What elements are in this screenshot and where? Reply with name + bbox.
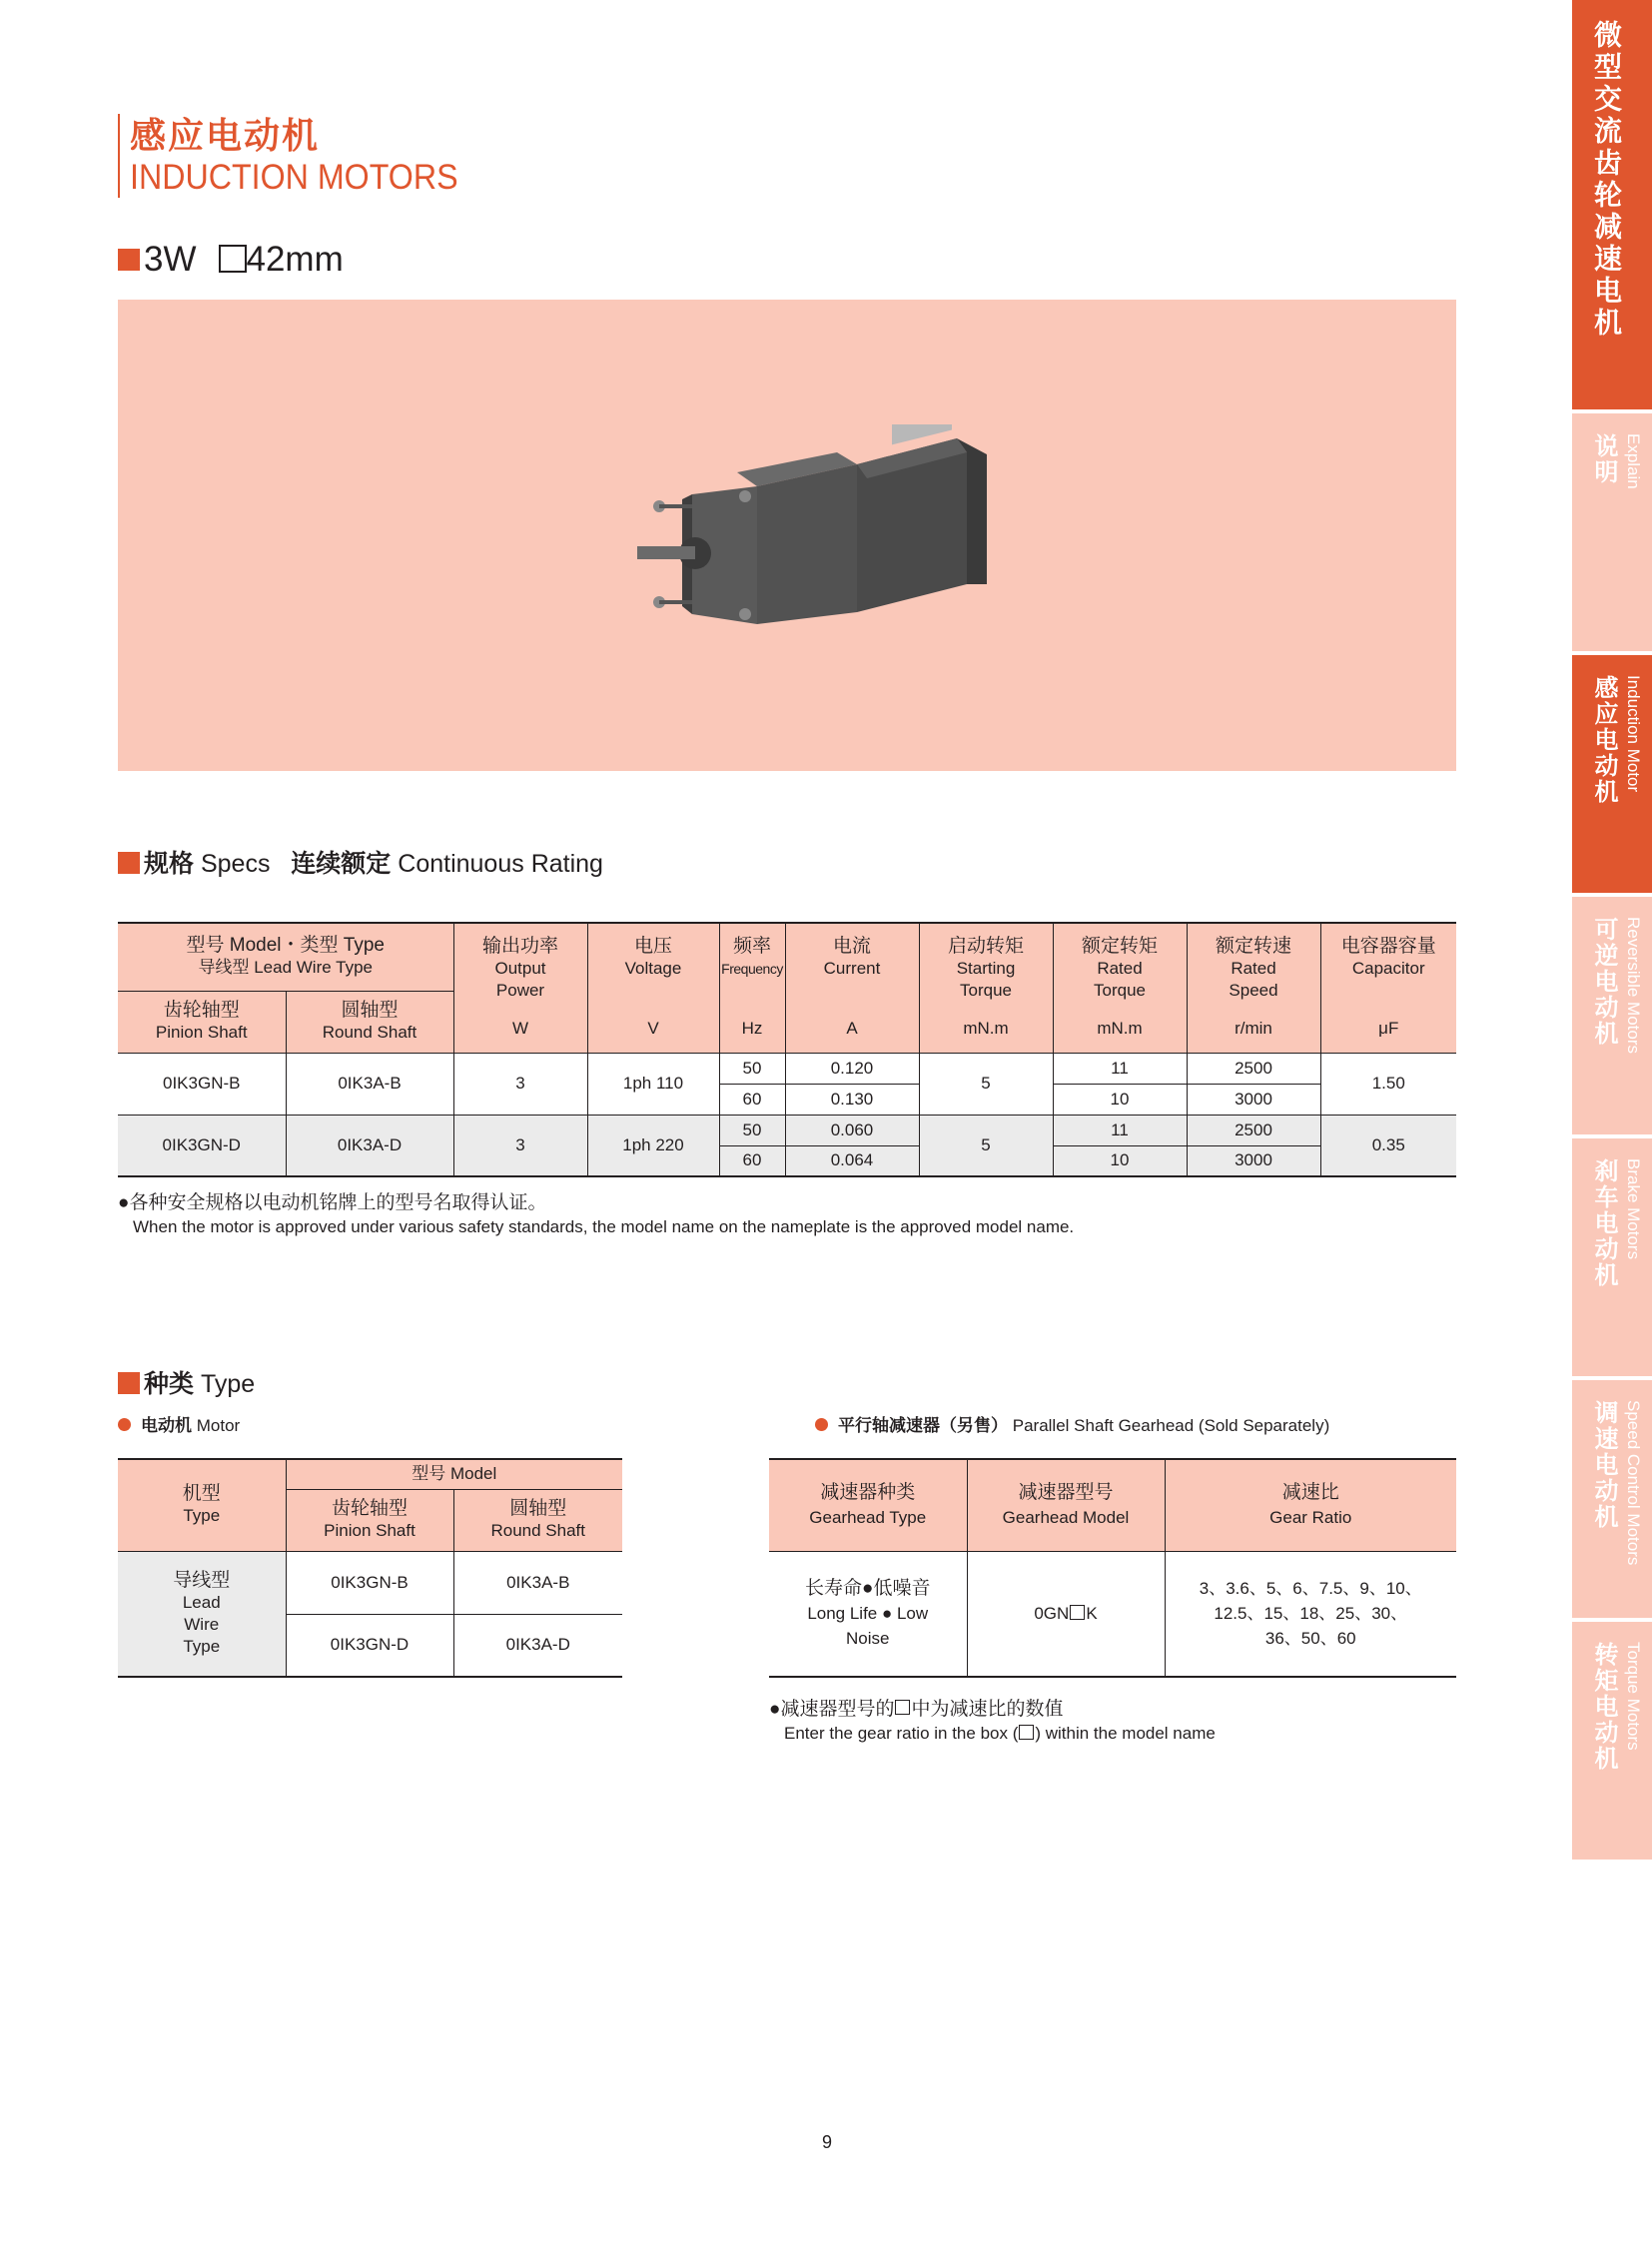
type-heading-zh: 种类 bbox=[144, 1370, 195, 1398]
current-cell: 0.130 bbox=[785, 1084, 919, 1115]
cell-text: 长寿命●低噪音 bbox=[805, 1578, 931, 1600]
model-prefix: 0GN bbox=[1034, 1604, 1070, 1624]
cell-text: 导线型 bbox=[173, 1569, 231, 1591]
current-cell: 0.060 bbox=[785, 1115, 919, 1145]
round-model-cell: 0IK3A-B bbox=[453, 1551, 622, 1614]
header-cell: Current bbox=[823, 959, 881, 979]
specs-heading bbox=[118, 847, 603, 881]
rated-speed-cell: 2500 bbox=[1187, 1053, 1320, 1084]
header-cell: W bbox=[511, 1019, 529, 1039]
header-cell: 额定转矩 bbox=[1081, 936, 1158, 958]
round-shaft-header bbox=[286, 991, 453, 1053]
side-tab-label: 刹车电动机 bbox=[1590, 1158, 1617, 1288]
header-cell: Torque bbox=[960, 981, 1012, 1001]
gearhead-type-cell bbox=[769, 1551, 967, 1677]
rated-torque-cell: 11 bbox=[1053, 1053, 1187, 1084]
side-tab-speed-control-motors[interactable] bbox=[1572, 1380, 1652, 1618]
table-row bbox=[118, 1551, 622, 1614]
pinion-shaft-header bbox=[286, 1489, 453, 1551]
round-model-cell: 0IK3A-D bbox=[453, 1614, 622, 1677]
current-cell: 0.120 bbox=[785, 1053, 919, 1084]
voltage-cell: 1ph 110 bbox=[587, 1053, 719, 1115]
gearhead-model-cell bbox=[967, 1551, 1165, 1677]
header-cell: 额定转速 bbox=[1215, 936, 1291, 958]
product-photo bbox=[118, 300, 1456, 771]
table-row bbox=[769, 1551, 1456, 1677]
dot-bullet-icon bbox=[815, 1418, 828, 1431]
header-cell: Gearhead Type bbox=[809, 1508, 927, 1528]
specs-note-zh: ●各种安全规格以电动机铭牌上的型号名取得认证。 bbox=[118, 1192, 547, 1213]
side-tab-brake-motors[interactable] bbox=[1572, 1138, 1652, 1376]
header-cell: 输出功率 bbox=[481, 936, 558, 958]
specs-note bbox=[118, 1191, 1074, 1239]
pinion-model-cell: 0IK3GN-B bbox=[286, 1551, 453, 1614]
cell-text: Wire bbox=[184, 1614, 220, 1634]
model-subtitle bbox=[118, 238, 344, 282]
rating-heading-zh: 连续额定 bbox=[291, 850, 392, 878]
cell-text: 36、50、60 bbox=[1264, 1629, 1356, 1649]
rated-speed-header bbox=[1187, 923, 1320, 1053]
side-tab-label: 调速电动机 bbox=[1590, 1400, 1617, 1530]
cell-text: Noise bbox=[846, 1629, 890, 1649]
ratio-box-icon bbox=[1070, 1605, 1085, 1620]
rated-torque-cell: 11 bbox=[1053, 1115, 1187, 1145]
gear-note bbox=[769, 1698, 1216, 1746]
gear-section-zh: 平行轴减速器（另售） bbox=[838, 1416, 1008, 1435]
header-cell: 减速器种类 bbox=[820, 1482, 916, 1504]
header-cell: Starting bbox=[956, 959, 1016, 979]
side-tab-label: 可逆电动机 bbox=[1590, 917, 1617, 1047]
gearhead-type-header bbox=[769, 1459, 967, 1551]
header-cell: Round Shaft bbox=[490, 1521, 585, 1540]
header-cell: Output bbox=[494, 959, 546, 979]
motor-illustration bbox=[637, 424, 1057, 644]
cell-text: Long Life ● Low bbox=[807, 1604, 929, 1624]
header-cell: Round Shaft bbox=[322, 1023, 417, 1042]
cell-text: Type bbox=[183, 1636, 221, 1656]
power-cell: 3 bbox=[453, 1053, 587, 1115]
lead-wire-type-cell bbox=[118, 1551, 286, 1677]
motor-type-table bbox=[118, 1458, 622, 1678]
side-tab-label: 感应电动机 bbox=[1590, 675, 1617, 805]
model-header: 型号 Model bbox=[286, 1459, 622, 1489]
header-cell: Gearhead Model bbox=[1002, 1508, 1130, 1528]
frequency-cell: 60 bbox=[719, 1084, 785, 1115]
voltage-header bbox=[587, 923, 719, 1053]
header-cell: 导线型 Lead Wire Type bbox=[198, 958, 373, 978]
frame-size: 42mm bbox=[246, 240, 344, 279]
header-cell: Pinion Shaft bbox=[155, 1023, 248, 1042]
header-cell: Frequency bbox=[721, 961, 783, 978]
header-cell: 电压 bbox=[633, 936, 672, 958]
starting-torque-cell: 5 bbox=[919, 1053, 1053, 1115]
header-cell: 圆轴型 bbox=[341, 1000, 399, 1021]
model-type-header bbox=[118, 923, 453, 991]
header-cell: A bbox=[846, 1019, 858, 1039]
square-size-icon bbox=[219, 245, 247, 273]
side-tab-label: 转矩电动机 bbox=[1590, 1642, 1617, 1772]
frequency-header bbox=[719, 923, 785, 1053]
gear-note-en bbox=[769, 1722, 1216, 1746]
frequency-cell: 50 bbox=[719, 1115, 785, 1145]
header-cell: 型号 Model・类型 Type bbox=[186, 935, 385, 957]
round-model-cell: 0IK3A-B bbox=[286, 1053, 453, 1115]
title-en: INDUCTION MOTORS bbox=[130, 158, 458, 197]
pinion-model-cell: 0IK3GN-B bbox=[118, 1053, 286, 1115]
side-tab-label-en: Induction Motor bbox=[1624, 675, 1643, 793]
header-cell: Type bbox=[183, 1506, 221, 1526]
table-row bbox=[118, 1053, 1456, 1084]
header-cell: 减速比 bbox=[1281, 1482, 1339, 1504]
rated-speed-cell: 3000 bbox=[1187, 1145, 1320, 1176]
rated-speed-cell: 3000 bbox=[1187, 1084, 1320, 1115]
note-text: Enter the gear ratio in the box ( bbox=[784, 1724, 1019, 1743]
frequency-cell: 50 bbox=[719, 1053, 785, 1084]
header-cell: Gear Ratio bbox=[1269, 1508, 1352, 1528]
power-cell: 3 bbox=[453, 1115, 587, 1176]
capacitor-cell: 1.50 bbox=[1320, 1053, 1456, 1115]
current-cell: 0.064 bbox=[785, 1145, 919, 1176]
dot-bullet-icon bbox=[118, 1418, 131, 1431]
specs-heading-en: Specs bbox=[200, 850, 271, 878]
power-rating: 3W bbox=[144, 240, 197, 279]
voltage-cell: 1ph 220 bbox=[587, 1115, 719, 1176]
header-cell: 齿轮轴型 bbox=[163, 1000, 240, 1021]
side-tab-label: 说明 bbox=[1590, 433, 1617, 485]
header-cell: μF bbox=[1378, 1019, 1399, 1039]
header-cell: 圆轴型 bbox=[509, 1498, 567, 1519]
header-cell: 电容器容量 bbox=[1340, 936, 1436, 958]
gear-section-en: Parallel Shaft Gearhead (Sold Separately) bbox=[1012, 1416, 1330, 1435]
current-header bbox=[785, 923, 919, 1053]
side-tab-explain[interactable] bbox=[1572, 413, 1652, 651]
type-heading-en: Type bbox=[200, 1370, 256, 1398]
note-text: ) within the model name bbox=[1035, 1724, 1216, 1743]
pinion-shaft-header bbox=[118, 991, 286, 1053]
motor-section-zh: 电动机 bbox=[141, 1416, 192, 1435]
cell-text: Lead bbox=[182, 1592, 221, 1612]
side-tab-torque-motors[interactable] bbox=[1572, 1622, 1652, 1860]
round-model-cell: 0IK3A-D bbox=[286, 1115, 453, 1176]
side-tab-label: 微型交流齿轮减速电机 bbox=[1591, 20, 1622, 340]
capacitor-cell: 0.35 bbox=[1320, 1115, 1456, 1176]
header-cell: V bbox=[647, 1019, 659, 1039]
capacitor-header bbox=[1320, 923, 1456, 1053]
round-shaft-header bbox=[453, 1489, 622, 1551]
note-text: 中为减速比的数值 bbox=[911, 1699, 1064, 1720]
header-cell: mN.m bbox=[963, 1019, 1009, 1039]
gear-section-label bbox=[815, 1413, 1329, 1439]
table-row bbox=[118, 1115, 1456, 1145]
side-tab-label-en: Speed Control Motors bbox=[1624, 1400, 1643, 1566]
header-cell: 频率 bbox=[732, 936, 771, 958]
specs-note-en: When the motor is approved under various safety standards, the model name on the nameplate is the approved model name. bbox=[133, 1217, 1075, 1236]
header-cell: Hz bbox=[741, 1019, 763, 1039]
specs-heading-zh: 规格 bbox=[144, 850, 195, 878]
page-header bbox=[118, 114, 486, 198]
header-cell: Power bbox=[495, 981, 545, 1001]
specs-table bbox=[118, 922, 1456, 1177]
header-cell: mN.m bbox=[1097, 1019, 1143, 1039]
model-suffix: K bbox=[1086, 1604, 1098, 1624]
gearhead-table bbox=[769, 1458, 1456, 1678]
note-text: ●减速器型号的 bbox=[769, 1699, 895, 1720]
ratio-box-icon bbox=[1019, 1725, 1034, 1740]
side-tab-reversible-motors[interactable] bbox=[1572, 897, 1652, 1134]
type-header bbox=[118, 1459, 286, 1551]
rating-heading-en: Continuous Rating bbox=[398, 850, 603, 878]
header-cell: 电流 bbox=[832, 936, 871, 958]
header-cell: Pinion Shaft bbox=[324, 1521, 415, 1540]
header-cell: Speed bbox=[1229, 981, 1278, 1001]
cell-text: 3、3.6、5、6、7.5、9、10、 bbox=[1199, 1579, 1422, 1599]
motor-section-label bbox=[118, 1413, 240, 1439]
square-bullet-icon bbox=[118, 1372, 140, 1394]
header-cell: Rated bbox=[1097, 959, 1143, 979]
header-cell: Rated bbox=[1231, 959, 1276, 979]
motor-section-en: Motor bbox=[196, 1416, 241, 1435]
rated-torque-cell: 10 bbox=[1053, 1145, 1187, 1176]
pinion-model-cell: 0IK3GN-D bbox=[286, 1614, 453, 1677]
header-cell: Torque bbox=[1094, 981, 1146, 1001]
header-cell: 齿轮轴型 bbox=[331, 1498, 408, 1519]
starting-torque-header bbox=[919, 923, 1053, 1053]
side-tab-label-en: Torque Motors bbox=[1624, 1642, 1643, 1751]
frequency-cell: 60 bbox=[719, 1145, 785, 1176]
side-tab-label-en: Explain bbox=[1624, 433, 1643, 489]
starting-torque-cell: 5 bbox=[919, 1115, 1053, 1176]
gearhead-model-header bbox=[967, 1459, 1165, 1551]
gear-note-zh bbox=[769, 1698, 1216, 1722]
page-number: 9 bbox=[821, 2132, 832, 2152]
side-tab-label-en: Reversible Motors bbox=[1624, 917, 1643, 1054]
square-bullet-icon bbox=[118, 852, 140, 874]
square-bullet-icon bbox=[118, 249, 140, 271]
ratio-box-icon bbox=[895, 1700, 910, 1715]
side-tab-label-en: Brake Motors bbox=[1624, 1158, 1643, 1260]
gear-ratio-header bbox=[1165, 1459, 1456, 1551]
type-heading bbox=[118, 1367, 255, 1401]
header-cell: Voltage bbox=[624, 959, 682, 979]
header-cell: 启动转矩 bbox=[947, 936, 1024, 958]
gear-ratio-cell bbox=[1165, 1551, 1456, 1677]
rated-torque-header bbox=[1053, 923, 1187, 1053]
cell-text: 12.5、15、18、25、30、 bbox=[1214, 1604, 1408, 1624]
power-header bbox=[453, 923, 587, 1053]
side-tab-induction-motor[interactable] bbox=[1572, 655, 1652, 893]
title-zh: 感应电动机 bbox=[130, 115, 321, 156]
header-cell: 机型 bbox=[182, 1483, 221, 1505]
pinion-model-cell: 0IK3GN-D bbox=[118, 1115, 286, 1176]
header-cell: Capacitor bbox=[1351, 959, 1425, 979]
rated-torque-cell: 10 bbox=[1053, 1084, 1187, 1115]
side-tab-micro-ac-gear-motor[interactable] bbox=[1572, 0, 1652, 409]
header-cell: 减速器型号 bbox=[1018, 1482, 1114, 1504]
header-cell: r/min bbox=[1235, 1019, 1272, 1039]
rated-speed-cell: 2500 bbox=[1187, 1115, 1320, 1145]
